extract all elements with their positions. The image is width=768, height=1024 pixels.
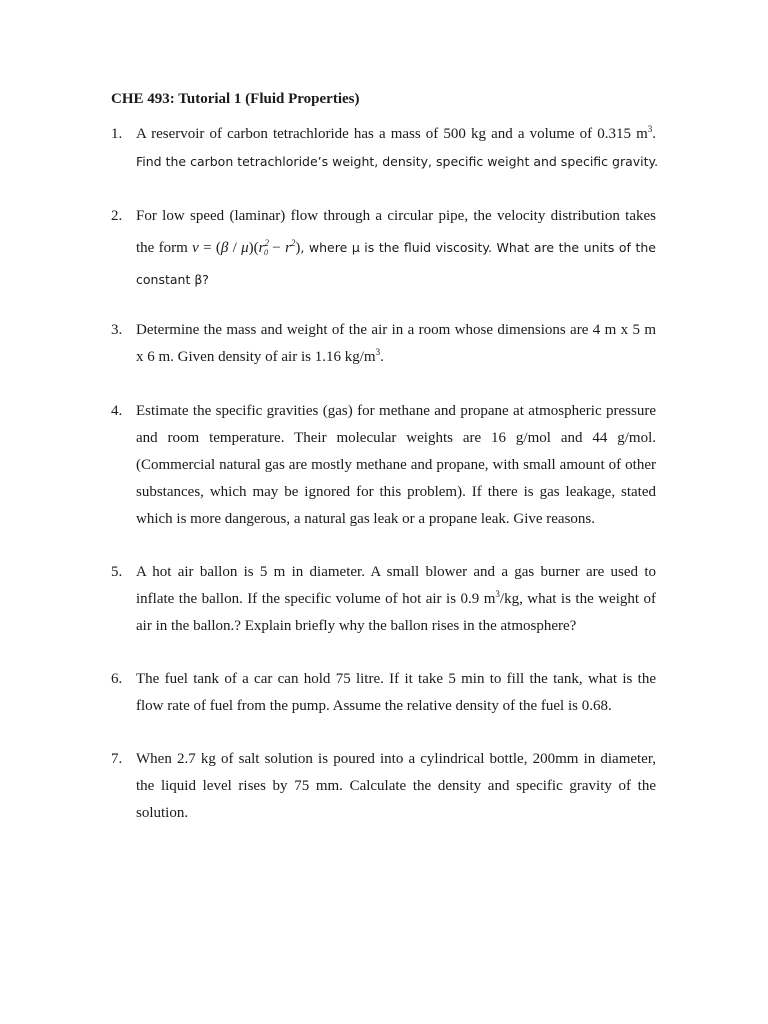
question-line: A hot air ballon is 5 m in diameter. A small blower and a gas burner are used to: [136, 564, 656, 580]
question-line: (Commercial natural gas are mostly methane and propane, with small amount of other: [136, 457, 656, 473]
question-line: the form $v = (\beta / \mu)(r^2_0 - r^2)$, where μ is the fluid viscosity. What are the units of the: [136, 238, 656, 257]
question-line: x 6 m. Given density of air is 1.16 $kg/m^3$.: [136, 347, 384, 365]
question-line: Find the carbon tetrachloride’s weight, density, specific weight and specific gravity.: [136, 154, 659, 169]
question-6: [111, 666, 656, 720]
question-line: and room temperature. Their molecular weights are 16 g/mol and 44 g/mol.: [136, 430, 656, 446]
question-line: The fuel tank of a car can hold 75 litre. If it take 5 min to fill the tank, what is the: [136, 671, 656, 687]
question-line: constant β?: [136, 272, 209, 287]
question-number: 6.: [111, 671, 123, 687]
question-number: 1.: [111, 126, 123, 142]
question-line: Determine the mass and weight of the air in a room whose dimensions are 4 m x 5 m: [136, 322, 656, 338]
question-line: air in the ballon.? Explain briefly why the ballon rises in the atmosphere?: [136, 618, 577, 634]
question-number: 7.: [111, 751, 123, 767]
question-number: 2.: [111, 208, 123, 224]
question-line: solution.: [136, 805, 189, 821]
question-1: [111, 121, 659, 175]
question-line: substances, which may be ignored for this problem). If there is gas leakage, stated: [136, 484, 656, 500]
question-line: flow rate of fuel from the pump. Assume the relative density of the fuel is 0.68.: [136, 698, 612, 714]
question-3: [111, 317, 656, 371]
question-number: 5.: [111, 564, 123, 580]
question-4: [111, 398, 656, 533]
question-line: which is more dangerous, a natural gas leak or a propane leak. Give reasons.: [136, 511, 596, 527]
velocity-equation: $v = (\beta / \mu)(r^2_0 - r^2)$: [192, 238, 301, 257]
question-line: When 2.7 kg of salt solution is poured into a cylindrical bottle, 200mm in diameter,: [136, 751, 656, 767]
document-title: CHE 493: Tutorial 1 (Fluid Properties): [111, 91, 360, 107]
question-number: 3.: [111, 322, 123, 338]
question-line: the liquid level rises by 75 mm. Calculate the density and specific gravity of the: [136, 778, 656, 794]
question-line: inflate the ballon. If the specific volume of hot air is 0.9 $m^3/kg$, what is the weight of: [136, 589, 656, 607]
question-line: For low speed (laminar) flow through a circular pipe, the velocity distribution takes: [136, 208, 656, 224]
question-line: A reservoir of carbon tetrachloride has a mass of 500 kg and a volume of 0.315 $m^3$.: [136, 124, 656, 142]
question-5: [111, 559, 656, 640]
question-7: [111, 746, 656, 827]
question-number: 4.: [111, 403, 123, 419]
question-2: [111, 201, 656, 295]
question-line: Estimate the specific gravities (gas) for methane and propane at atmospheric pressure: [136, 403, 656, 419]
